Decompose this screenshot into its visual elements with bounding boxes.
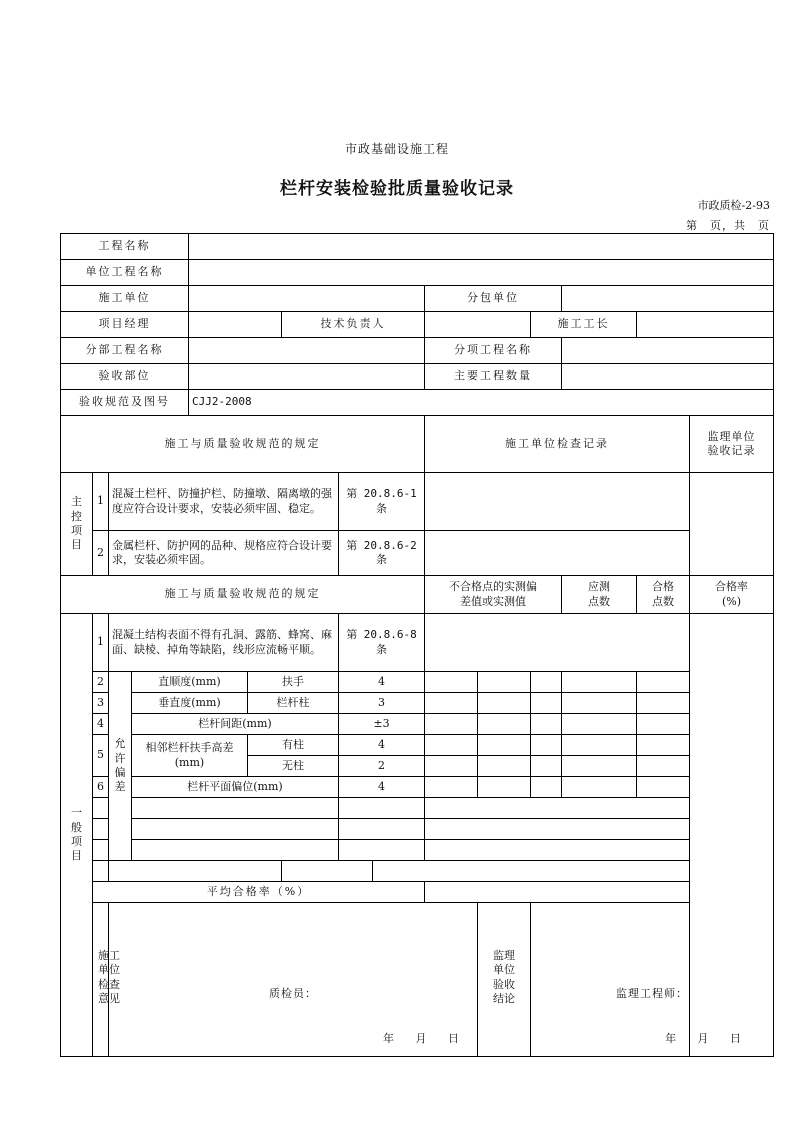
project-manager-label: 项目经理 [61, 312, 189, 338]
tolerance-value: ±3 [339, 714, 425, 735]
tolerance-no: 2 [93, 672, 109, 693]
measure-cell[interactable] [478, 777, 531, 798]
deviation-header: 不合格点的实测偏差值或实测值 [425, 576, 562, 614]
main-quantity-label: 主要工程数量 [425, 364, 562, 390]
blank-record[interactable] [425, 819, 774, 840]
measure-cell[interactable] [531, 714, 562, 735]
supervision-conclusion-label: 监理单位验收结论 [478, 903, 531, 1057]
measure-cell[interactable] [478, 693, 531, 714]
points-cell[interactable] [562, 756, 637, 777]
tolerance-item: 相邻栏杆扶手高差(mm) [132, 735, 248, 777]
pass-points-cell[interactable] [637, 777, 690, 798]
tolerance-no: 4 [93, 714, 109, 735]
main-items-supervision-cell[interactable] [690, 473, 774, 576]
check-record-header: 施工单位检查记录 [425, 416, 690, 473]
tolerance-sub: 有柱 [248, 735, 339, 756]
tolerance-value: 4 [339, 735, 425, 756]
points-cell[interactable] [562, 777, 637, 798]
main-item-clause: 第 20.8.6-2 条 [339, 531, 425, 576]
measure-cell[interactable] [425, 735, 478, 756]
main-item-no: 1 [93, 473, 109, 531]
blank-value [339, 798, 425, 819]
engineer-label: 监理工程师： [616, 987, 689, 1000]
pass-points-cell[interactable] [637, 714, 690, 735]
subitem-name-field[interactable] [562, 338, 774, 364]
document-title: 栏杆安装检验批质量验收记录 [280, 179, 514, 199]
blank-item [132, 798, 339, 819]
main-item-check-cell[interactable] [425, 473, 690, 531]
main-item-text: 金属栏杆、防护网的品种、规格应符合设计要求，安装必须牢固。 [109, 531, 339, 576]
project-name-field[interactable] [189, 234, 774, 260]
construction-unit-label: 施工单位 [61, 286, 189, 312]
measure-cell[interactable] [531, 756, 562, 777]
tolerance-sub: 扶手 [248, 672, 339, 693]
measure-cell[interactable] [531, 693, 562, 714]
allow-deviation-label: 允许偏差 [109, 672, 132, 861]
division-name-label: 分部工程名称 [61, 338, 189, 364]
rules-header-general: 施工与质量验收规范的规定 [61, 576, 425, 614]
measure-cell[interactable] [478, 672, 531, 693]
points-cell[interactable] [562, 693, 637, 714]
acceptance-form [60, 233, 774, 1057]
blank-no [93, 861, 109, 882]
measure-cell[interactable] [425, 756, 478, 777]
tolerance-value: 4 [339, 672, 425, 693]
general-item-clause: 第 20.8.6-8 条 [339, 614, 425, 672]
supervision-date: 年 月 日 [665, 1031, 743, 1045]
pass-points-cell[interactable] [637, 756, 690, 777]
general-item-no: 1 [93, 614, 109, 672]
subcontract-unit-field[interactable] [562, 286, 774, 312]
pass-points-cell[interactable] [637, 672, 690, 693]
page-info: 第 页，共 页 [686, 219, 770, 232]
blank-no [93, 798, 109, 819]
subcontract-unit-label: 分包单位 [425, 286, 562, 312]
main-item-no: 2 [93, 531, 109, 576]
spec-value[interactable]: CJJ2-2008 [189, 390, 774, 416]
measure-cell[interactable] [531, 672, 562, 693]
tolerance-item: 垂直度(mm) [132, 693, 248, 714]
tolerance-item: 直顺度(mm) [132, 672, 248, 693]
construction-opinion-cell[interactable] [109, 903, 478, 1057]
main-item-text: 混凝土栏杆、防撞护栏、防撞墩、隔离墩的强度应符合设计要求，安装必须牢固、稳定。 [109, 473, 339, 531]
blank-value [339, 819, 425, 840]
general-item-check-cell[interactable] [425, 614, 690, 672]
tolerance-value: 3 [339, 693, 425, 714]
foreman-label: 施工工长 [531, 312, 637, 338]
measure-cell[interactable] [478, 735, 531, 756]
main-item-check-cell[interactable] [425, 531, 690, 576]
tolerance-sub: 无柱 [248, 756, 339, 777]
blank-record[interactable] [425, 840, 774, 861]
points-cell[interactable] [562, 672, 637, 693]
tech-lead-label: 技术负责人 [282, 312, 425, 338]
tolerance-item: 栏杆间距(mm) [132, 714, 339, 735]
main-quantity-field[interactable] [562, 364, 774, 390]
tolerance-value: 4 [339, 777, 425, 798]
rules-header: 施工与质量验收规范的规定 [61, 416, 425, 473]
general-items-label: 一般项目 [61, 614, 93, 1057]
general-item-text: 混凝土结构表面不得有孔洞、露筋、蜂窝、麻面、缺棱、掉角等缺陷，线形应流畅平顺。 [109, 614, 339, 672]
pass-rate-header: 合格率(%) [690, 576, 774, 614]
foreman-field[interactable] [637, 312, 774, 338]
blank-record[interactable] [373, 861, 690, 882]
measure-cell[interactable] [478, 756, 531, 777]
main-items-label: 主控项目 [61, 473, 93, 576]
tolerance-item: 栏杆平面偏位(mm) [132, 777, 339, 798]
blank-no [93, 840, 109, 861]
unit-project-name-field[interactable] [189, 260, 774, 286]
measure-cell[interactable] [478, 714, 531, 735]
subitem-name-label: 分项工程名称 [425, 338, 562, 364]
measure-cell[interactable] [425, 672, 478, 693]
average-pass-rate-label: 平均合格率（%） [93, 882, 425, 903]
construction-date: 年 月 日 [383, 1031, 460, 1045]
points-header: 应测点数 [562, 576, 637, 614]
supervision-record-header: 监理单位验收记录 [690, 416, 774, 473]
measure-cell[interactable] [425, 693, 478, 714]
blank-value [339, 840, 425, 861]
division-name-field[interactable] [189, 338, 425, 364]
points-cell[interactable] [562, 735, 637, 756]
inspector-label: 质检员： [269, 987, 317, 1000]
average-pass-rate-field[interactable] [425, 882, 690, 903]
project-manager-field[interactable] [189, 312, 282, 338]
blank-value [282, 861, 373, 882]
pass-points-cell[interactable] [637, 693, 690, 714]
measure-cell[interactable] [425, 714, 478, 735]
blank-item [109, 861, 282, 882]
blank-no [93, 819, 109, 840]
blank-item [132, 840, 339, 861]
project-name-label: 工程名称 [61, 234, 189, 260]
measure-cell[interactable] [425, 777, 478, 798]
unit-project-name-label: 单位工程名称 [61, 260, 189, 286]
tolerance-no: 5 [93, 735, 109, 777]
points-cell[interactable] [562, 714, 637, 735]
pass-points-header: 合格点数 [637, 576, 690, 614]
blank-item [132, 819, 339, 840]
acceptance-part-field[interactable] [189, 364, 425, 390]
construction-opinion-label: 施工单位检查意见 [93, 903, 109, 1057]
measure-cell[interactable] [531, 735, 562, 756]
form-code: 市政质检-2-93 [697, 199, 770, 212]
blank-record[interactable] [425, 798, 774, 819]
document-subtitle: 市政基础设施工程 [344, 142, 449, 156]
acceptance-part-label: 验收部位 [61, 364, 189, 390]
supervision-conclusion-cell[interactable] [531, 903, 774, 1057]
spec-label: 验收规范及图号 [61, 390, 189, 416]
main-item-clause: 第 20.8.6-1 条 [339, 473, 425, 531]
construction-unit-field[interactable] [189, 286, 425, 312]
tolerance-no: 3 [93, 693, 109, 714]
measure-cell[interactable] [531, 777, 562, 798]
pass-points-cell[interactable] [637, 735, 690, 756]
tolerance-value: 2 [339, 756, 425, 777]
tolerance-no: 6 [93, 777, 109, 798]
tolerance-sub: 栏杆柱 [248, 693, 339, 714]
tech-lead-field[interactable] [425, 312, 531, 338]
